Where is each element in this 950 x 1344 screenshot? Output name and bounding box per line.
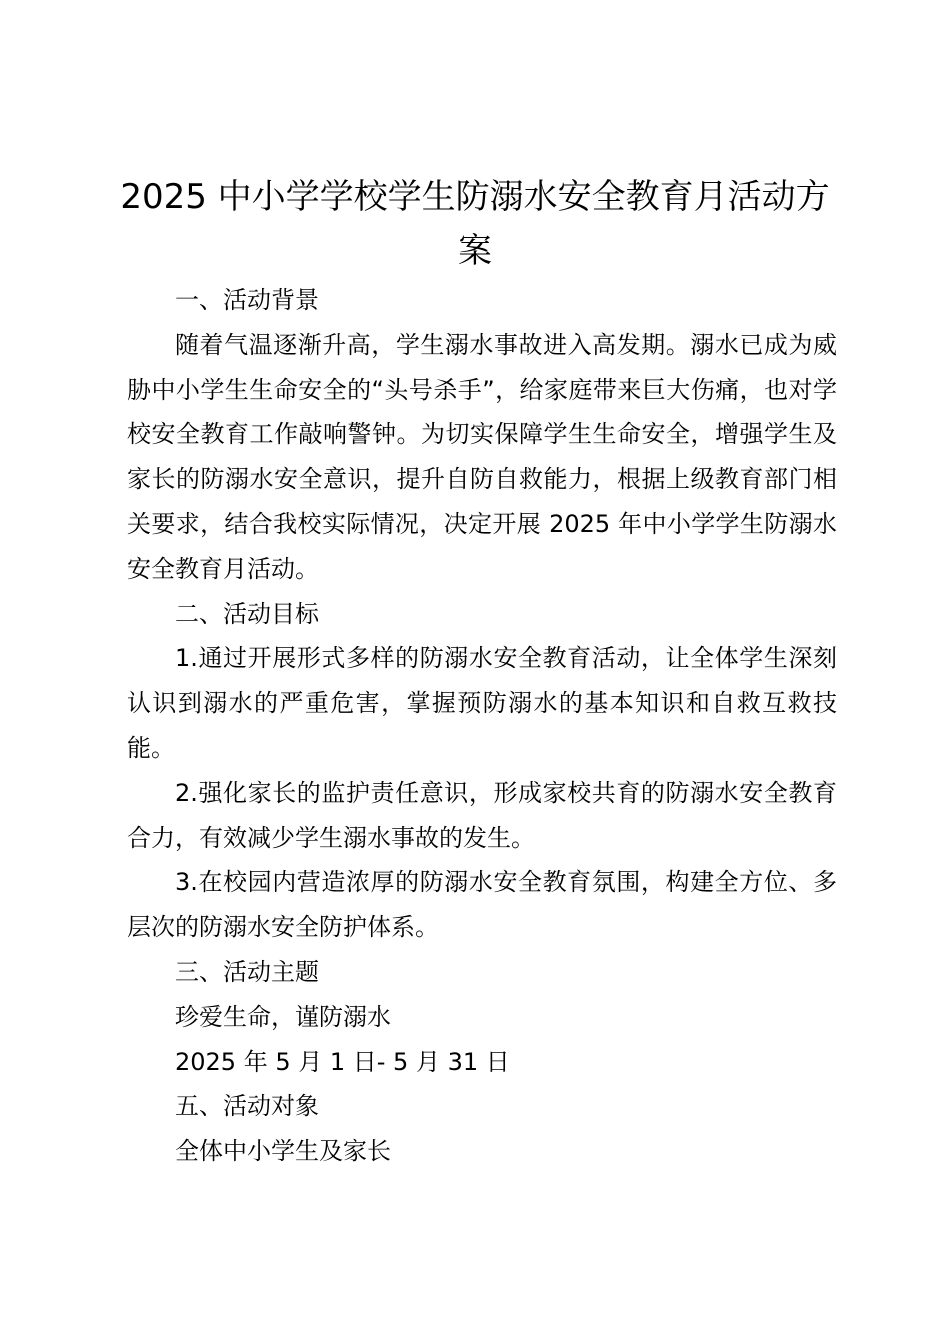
section-heading-theme: 三、活动主题 xyxy=(175,957,319,986)
paragraph-audience: 全体中小学生及家长 xyxy=(175,1137,391,1166)
paragraph-theme: 珍爱生命，谨防溺水 xyxy=(175,1002,391,1031)
section-heading-background: 一、活动背景 xyxy=(175,286,319,314)
paragraph-goal-3: 3.在校园内营造浓厚的防溺水安全教育氛围，构建全方位、多层次的防溺水安全防护体系。 xyxy=(127,868,837,942)
document-title: 2025 中小学学校学生防溺水安全教育月活动方案 xyxy=(120,177,830,271)
document-body xyxy=(127,278,837,1174)
section-heading-goals: 二、活动目标 xyxy=(175,599,319,628)
paragraph-date-range: 2025 年 5 月 1 日- 5 月 31 日 xyxy=(175,1047,510,1076)
paragraph-goal-1: 1.通过开展形式多样的防溺水安全教育活动，让全体学生深刻认识到溺水的严重危害，掌握预防溺水的基本知识和自救互救技能。 xyxy=(127,644,837,762)
paragraph-background: 随着气温逐渐升高，学生溺水事故进入高发期。溺水已成为威胁中小学生生命安全的“头号杀手”，给家庭带来巨大伤痛，也对学校安全教育工作敲响警钟。为切实保障学生生命安全，增强学生及家长的防溺水安全意识，提升自防自救能力，根据上级教育部门相关要求，结合我校实际情况，决定开展 2025 年中小学学生防溺水安全教育月活动。 xyxy=(127,330,837,583)
paragraph-goal-2: 2.强化家长的监护责任意识，形成家校共育的防溺水安全教育合力，有效减少学生溺水事故的发生。 xyxy=(127,778,837,852)
section-heading-audience: 五、活动对象 xyxy=(175,1092,319,1121)
